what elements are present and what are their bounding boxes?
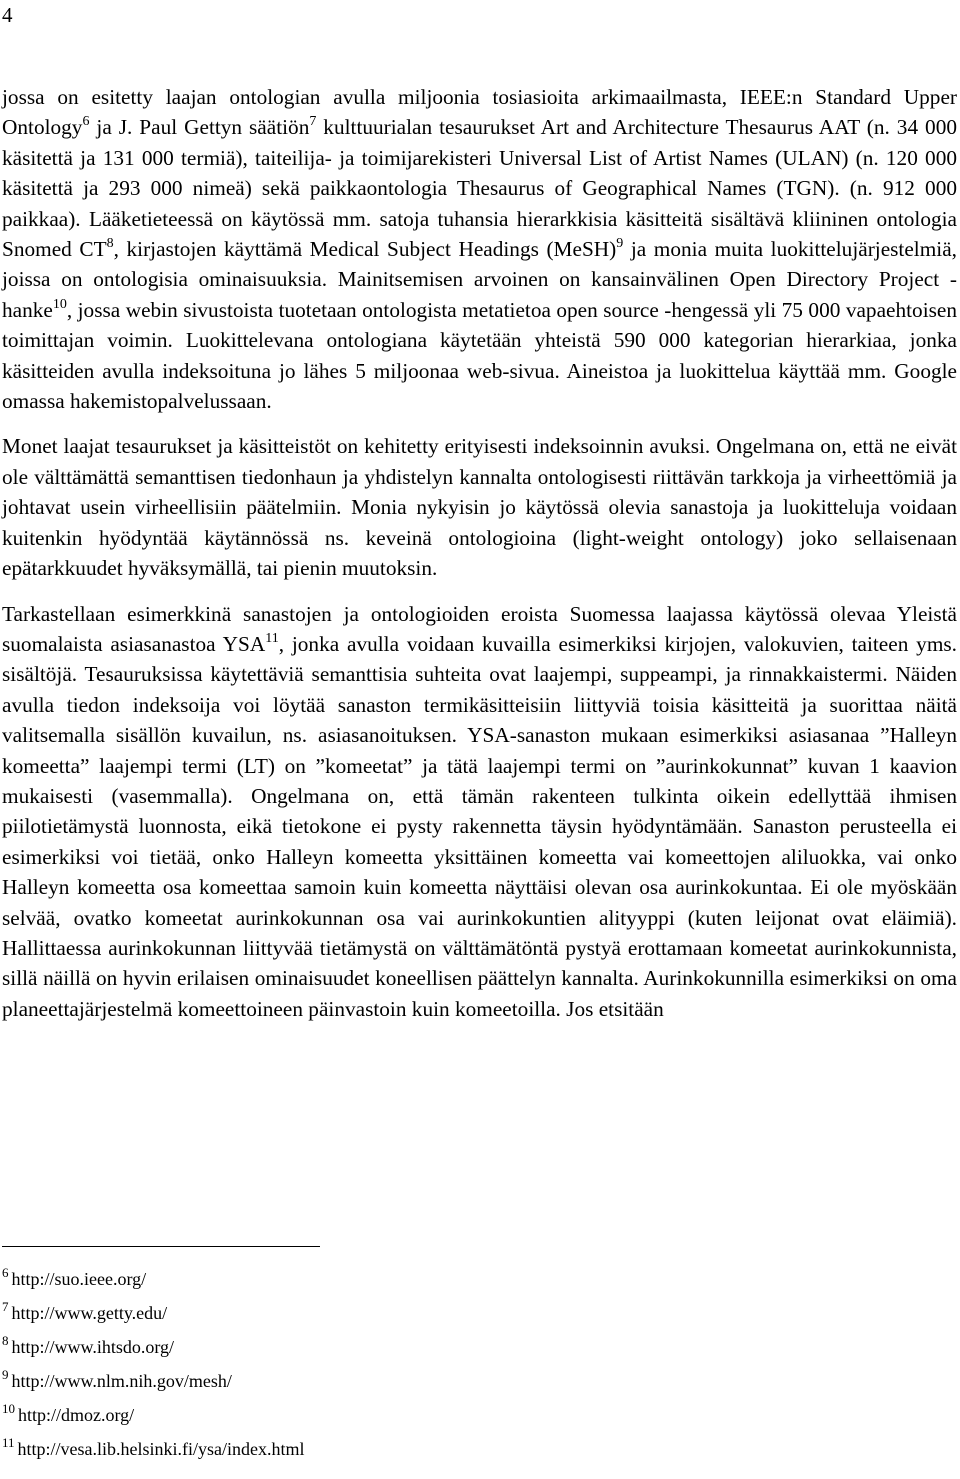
paragraph-text: ja J. Paul Gettyn säätiön bbox=[89, 115, 310, 140]
paragraph-text: , jossa webin sivustoista tuotetaan ontologista metatietoa open source -hengessä yli 75 000 vapaehtoisen toimittajan voimin. Luokittelevana ontologiana käytetään yhteistä 590 000 kategorian hierarkiaa, jonka käsitteiden avulla indeksoituna jo lähes 5 miljoonaa web-sivua. Aineistoa ja luokittelua käyttää mm. Google omassa hakemistopalvelussaan. bbox=[2, 297, 957, 414]
footnote-8 bbox=[2, 1330, 702, 1364]
footnote-number: 10 bbox=[2, 1401, 15, 1416]
footnote-10 bbox=[2, 1398, 702, 1432]
footnote-ref-10[interactable]: 10 bbox=[52, 296, 67, 312]
paragraph-text: jossa on esitetty laajan ontologian avulla miljoonia tosiasioita arkimaailmasta, IEEE:n Standard Upper Ontology bbox=[2, 85, 957, 140]
footnote-link[interactable]: http://www.nlm.nih.gov/mesh/ bbox=[11, 1371, 232, 1391]
footnote-link[interactable]: http://vesa.lib.helsinki.fi/ysa/index.html bbox=[17, 1439, 305, 1459]
paragraph-text: , jonka avulla voidaan kuvailla esimerkiksi kirjojen, valokuvien, taiteen yms. sisältöjä. Tesauruksissa käytettäviä semanttisia suhteita ovat laajempi, suppeampi, ja rinnakkaistermi. Näiden avulla tiedon indeksoija voi löytää sanaston termikäsitteisiin liittyviä toisia käsitteitä ja suorittaa näitä valitsemalla sisällön kuvailun, ns. asiasanoituksen. YSA-sanaston mukaan esimerkiksi asiasanaa ”Halleyn komeetta” laajempi termi (LT) on ”komeetat” ja tätä laajempi termi on ”aurinkokunnat” kuvan 1 kaavion mukaisesti (vasemmalla). Ongelmana on, että tämän rakenteen tulkinta oikein edellyttää ihmisen piilotietämystä luonnosta, eikä tietokone ei pysty rakennetta täysin hyödyntämään. Sanaston perusteella ei esimerkiksi voi tietää, onko Halleyn komeetta yksittäinen komeetta vai komeettojen aliluokka, vai onko Halleyn komeetta osa komeettaa samoin kuin komeetta näyttäisi olevan osa aurinkokuntaa. Ei ole myöskään selvää, ovatko komeetat aurinkokunnan osa vai aurinkokuntien alityyppi (kuten leijonat ovat eläimiä). Hallittaessa aurinkokunnan liittyvää tietämystä on välttämätöntä pystyä erottamaan komeetat aurinkokunnista, sillä näillä on hyvin erilaisen ominaisuudet koneellisen päättelyn kannalta. Aurinkokunnilla esimerkiksi on oma planeettajärjestelmä komeettoineen päinvastoin kuin komeetoilla. Jos etsitään bbox=[2, 631, 957, 1021]
footnote-11 bbox=[2, 1432, 702, 1466]
footnote-ref-11[interactable]: 11 bbox=[265, 630, 279, 646]
footnote-number: 11 bbox=[2, 1435, 15, 1450]
paragraph-text: Tarkastellaan esimerkkinä sanastojen ja ontologioiden eroista Suomessa laajassa käytössä olevaa Yleistä suomalaista asiasanastoa YSA bbox=[2, 601, 957, 656]
footnote-ref-9[interactable]: 9 bbox=[616, 236, 624, 252]
paragraph-text: , kirjastojen käyttämä Medical Subject Headings (MeSH) bbox=[113, 237, 617, 262]
footnote-link[interactable]: http://dmoz.org/ bbox=[18, 1405, 135, 1425]
paragraph-1 bbox=[2, 82, 957, 416]
footnote-number: 7 bbox=[2, 1299, 9, 1314]
footnotes bbox=[2, 1262, 702, 1466]
footnote-link[interactable]: http://suo.ieee.org/ bbox=[11, 1269, 147, 1289]
paragraph-3 bbox=[2, 599, 957, 1025]
footnote-ref-7[interactable]: 7 bbox=[309, 114, 317, 130]
footnote-number: 9 bbox=[2, 1367, 9, 1382]
footnote-separator bbox=[2, 1246, 320, 1247]
paragraph-text: kulttuurialan tesaurukset Art and Architecture Thesaurus AAT (n. 34 000 käsitettä ja 131 000 termiä), taiteilija- ja toimijarekisteri Universal List of Artist Names (ULAN) (n. 120 000 käsitettä ja 293 000 nimeä) sekä paikkaontologia Thesaurus of Geographical Names (TGN). (n. 912 000 paikkaa). Lääketieteessä on käytössä mm. satoja tuhansia hierarkkisia käsitteitä sisältävä kliininen ontologia Snomed CT bbox=[2, 115, 957, 262]
footnote-number: 6 bbox=[2, 1265, 9, 1280]
footnote-7 bbox=[2, 1296, 702, 1330]
footnote-number: 8 bbox=[2, 1333, 9, 1348]
footnote-link[interactable]: http://www.ihtsdo.org/ bbox=[11, 1337, 175, 1357]
footnote-ref-8[interactable]: 8 bbox=[106, 236, 114, 252]
body-text bbox=[2, 82, 957, 1039]
paragraph-2: Monet laajat tesaurukset ja käsitteistöt on kehitetty erityisesti indeksoinnin avuksi. Ongelmana on, että ne eivät ole välttämättä semanttisen tiedonhaun ja yhdistelyn kannalta ontologisesti riittävän tarkkoja ja virheettömiä ja johtavat usein virheellisiin päätelmiin. Monia nykyisin jo käytössä olevia sanastoja ja luokitteluja voidaan kuitenkin hyödyntää käytännössä ns. keveinä ontologioina (light-weight ontology) joko sellaisenaan epätarkkuudet hyväksymällä, tai pienin muutoksin. bbox=[2, 434, 957, 581]
footnote-link[interactable]: http://www.getty.edu/ bbox=[11, 1303, 168, 1323]
footnote-ref-6[interactable]: 6 bbox=[82, 114, 90, 130]
footnote-9 bbox=[2, 1364, 702, 1398]
footnote-6 bbox=[2, 1262, 702, 1296]
page-number: 4 bbox=[2, 3, 13, 27]
paragraph-text: ja monia muita luokittelujärjestelmiä, joissa on ontologisia ominaisuuksia. Mainitsemisen arvoinen on kansainvälinen Open Directory Project -hanke bbox=[2, 237, 957, 322]
